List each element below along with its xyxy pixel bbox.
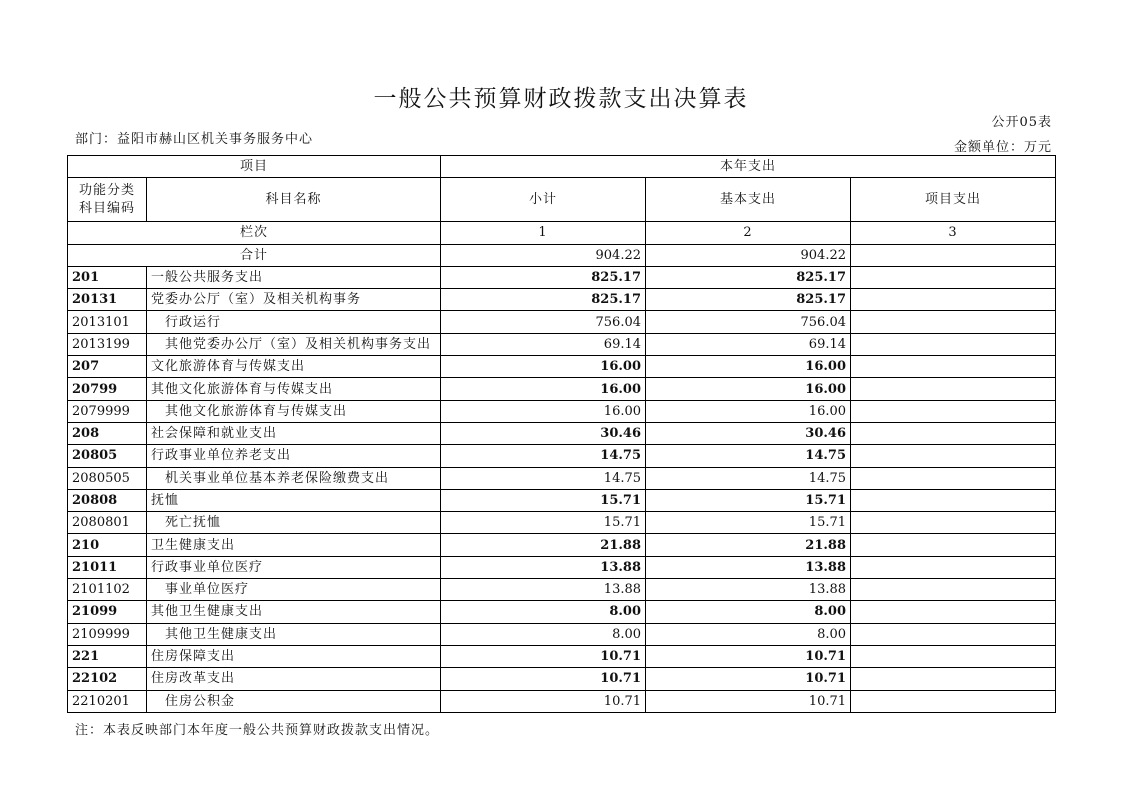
row-name: 其他卫生健康支出 xyxy=(147,623,441,645)
row-subtotal: 14.75 xyxy=(441,467,646,489)
row-name: 抚恤 xyxy=(147,489,441,511)
row-name: 行政事业单位医疗 xyxy=(147,556,441,578)
header-project: 项目支出 xyxy=(851,178,1056,222)
row-subtotal: 21.88 xyxy=(441,534,646,556)
expenditure-table xyxy=(67,155,1056,713)
table-row xyxy=(68,601,1056,623)
row-subtotal: 13.88 xyxy=(441,579,646,601)
row-name: 行政运行 xyxy=(147,311,441,333)
row-name: 行政事业单位养老支出 xyxy=(147,445,441,467)
row-project xyxy=(851,668,1056,690)
row-subtotal: 10.71 xyxy=(441,645,646,667)
row-subtotal: 825.17 xyxy=(441,266,646,288)
row-subtotal: 13.88 xyxy=(441,556,646,578)
table-row xyxy=(68,311,1056,333)
row-project xyxy=(851,333,1056,355)
table-row xyxy=(68,623,1056,645)
table-row xyxy=(68,512,1056,534)
row-code: 22102 xyxy=(68,668,147,690)
row-project xyxy=(851,579,1056,601)
row-subtotal: 10.71 xyxy=(441,668,646,690)
row-subtotal: 16.00 xyxy=(441,378,646,400)
amount-unit-label: 金额单位：万元 xyxy=(953,140,1052,155)
row-name: 事业单位医疗 xyxy=(147,579,441,601)
header-row-2 xyxy=(68,178,1056,222)
row-subtotal: 30.46 xyxy=(441,422,646,444)
row-basic: 10.71 xyxy=(646,690,851,712)
table-row xyxy=(68,422,1056,444)
row-code: 2080801 xyxy=(68,512,147,534)
row-code: 201 xyxy=(68,266,147,288)
row-basic: 15.71 xyxy=(646,512,851,534)
row-basic: 16.00 xyxy=(646,400,851,422)
row-code: 2210201 xyxy=(68,690,147,712)
row-basic: 10.71 xyxy=(646,645,851,667)
row-subtotal: 10.71 xyxy=(441,690,646,712)
table-row xyxy=(68,289,1056,311)
row-project xyxy=(851,556,1056,578)
row-project xyxy=(851,534,1056,556)
row-basic: 16.00 xyxy=(646,378,851,400)
row-basic: 13.88 xyxy=(646,579,851,601)
row-subtotal: 825.17 xyxy=(441,289,646,311)
row-project xyxy=(851,489,1056,511)
row-project xyxy=(851,422,1056,444)
row-basic: 825.17 xyxy=(646,266,851,288)
row-project xyxy=(851,690,1056,712)
table-row xyxy=(68,333,1056,355)
row-subtotal: 15.71 xyxy=(441,512,646,534)
row-name: 其他文化旅游体育与传媒支出 xyxy=(147,378,441,400)
row-basic: 30.46 xyxy=(646,422,851,444)
row-name: 文化旅游体育与传媒支出 xyxy=(147,356,441,378)
header-current-year: 本年支出 xyxy=(441,156,1056,178)
row-project xyxy=(851,645,1056,667)
row-name: 党委办公厅（室）及相关机构事务 xyxy=(147,289,441,311)
row-basic: 69.14 xyxy=(646,333,851,355)
row-code: 2079999 xyxy=(68,400,147,422)
row-code: 21099 xyxy=(68,601,147,623)
row-subtotal: 69.14 xyxy=(441,333,646,355)
header-row-1 xyxy=(68,156,1056,178)
row-project xyxy=(851,512,1056,534)
row-name: 机关事业单位基本养老保险缴费支出 xyxy=(147,467,441,489)
row-project xyxy=(851,601,1056,623)
row-name: 其他党委办公厅（室）及相关机构事务支出 xyxy=(147,333,441,355)
row-subtotal: 14.75 xyxy=(441,445,646,467)
row-code: 210 xyxy=(68,534,147,556)
document-code: 公开05表 xyxy=(991,115,1052,130)
row-basic: 15.71 xyxy=(646,489,851,511)
column-index-label: 栏次 xyxy=(68,222,441,244)
row-name: 社会保障和就业支出 xyxy=(147,422,441,444)
column-index-3: 3 xyxy=(851,222,1056,244)
row-code: 2013101 xyxy=(68,311,147,333)
table-row xyxy=(68,579,1056,601)
row-basic: 14.75 xyxy=(646,467,851,489)
row-name: 卫生健康支出 xyxy=(147,534,441,556)
row-basic: 8.00 xyxy=(646,601,851,623)
row-subtotal: 16.00 xyxy=(441,356,646,378)
row-code: 208 xyxy=(68,422,147,444)
row-project xyxy=(851,467,1056,489)
row-basic: 13.88 xyxy=(646,556,851,578)
department-label: 部门：益阳市赫山区机关事务服务中心 xyxy=(75,132,314,147)
table-row xyxy=(68,445,1056,467)
row-project xyxy=(851,445,1056,467)
row-code: 207 xyxy=(68,356,147,378)
row-subtotal: 15.71 xyxy=(441,489,646,511)
row-project xyxy=(851,311,1056,333)
total-row xyxy=(68,244,1056,266)
row-name: 死亡抚恤 xyxy=(147,512,441,534)
row-basic: 10.71 xyxy=(646,668,851,690)
total-basic: 904.22 xyxy=(646,244,851,266)
total-project xyxy=(851,244,1056,266)
row-code: 2101102 xyxy=(68,579,147,601)
row-project xyxy=(851,400,1056,422)
row-subtotal: 756.04 xyxy=(441,311,646,333)
row-basic: 21.88 xyxy=(646,534,851,556)
row-project xyxy=(851,356,1056,378)
table-row xyxy=(68,356,1056,378)
row-code: 2013199 xyxy=(68,333,147,355)
table-row xyxy=(68,378,1056,400)
column-index-2: 2 xyxy=(646,222,851,244)
row-subtotal: 8.00 xyxy=(441,601,646,623)
row-code: 20805 xyxy=(68,445,147,467)
column-index-1: 1 xyxy=(441,222,646,244)
table-row xyxy=(68,645,1056,667)
total-subtotal: 904.22 xyxy=(441,244,646,266)
header-subtotal: 小计 xyxy=(441,178,646,222)
row-code: 2109999 xyxy=(68,623,147,645)
row-code: 20808 xyxy=(68,489,147,511)
table-row xyxy=(68,556,1056,578)
row-basic: 756.04 xyxy=(646,311,851,333)
header-name: 科目名称 xyxy=(147,178,441,222)
row-name: 住房保障支出 xyxy=(147,645,441,667)
row-basic: 8.00 xyxy=(646,623,851,645)
row-project xyxy=(851,378,1056,400)
row-name: 一般公共服务支出 xyxy=(147,266,441,288)
row-basic: 14.75 xyxy=(646,445,851,467)
table-row xyxy=(68,400,1056,422)
table-row xyxy=(68,467,1056,489)
header-code: 功能分类 科目编码 xyxy=(68,178,147,222)
row-code: 20799 xyxy=(68,378,147,400)
row-code: 20131 xyxy=(68,289,147,311)
footnote: 注：本表反映部门本年度一般公共预算财政拨款支出情况。 xyxy=(75,723,440,738)
table-row xyxy=(68,266,1056,288)
row-name: 住房改革支出 xyxy=(147,668,441,690)
row-project xyxy=(851,289,1056,311)
table-row xyxy=(68,690,1056,712)
table-row xyxy=(68,534,1056,556)
row-subtotal: 16.00 xyxy=(441,400,646,422)
table-row xyxy=(68,489,1056,511)
row-name: 住房公积金 xyxy=(147,690,441,712)
row-subtotal: 8.00 xyxy=(441,623,646,645)
row-code: 2080505 xyxy=(68,467,147,489)
total-label: 合计 xyxy=(68,244,441,266)
row-basic: 825.17 xyxy=(646,289,851,311)
header-basic: 基本支出 xyxy=(646,178,851,222)
row-basic: 16.00 xyxy=(646,356,851,378)
row-name: 其他卫生健康支出 xyxy=(147,601,441,623)
row-name: 其他文化旅游体育与传媒支出 xyxy=(147,400,441,422)
page-title: 一般公共预算财政拨款支出决算表 xyxy=(373,86,749,112)
row-project xyxy=(851,266,1056,288)
header-item: 项目 xyxy=(68,156,441,178)
row-project xyxy=(851,623,1056,645)
row-code: 221 xyxy=(68,645,147,667)
column-index-row xyxy=(68,222,1056,244)
table-row xyxy=(68,668,1056,690)
row-code: 21011 xyxy=(68,556,147,578)
